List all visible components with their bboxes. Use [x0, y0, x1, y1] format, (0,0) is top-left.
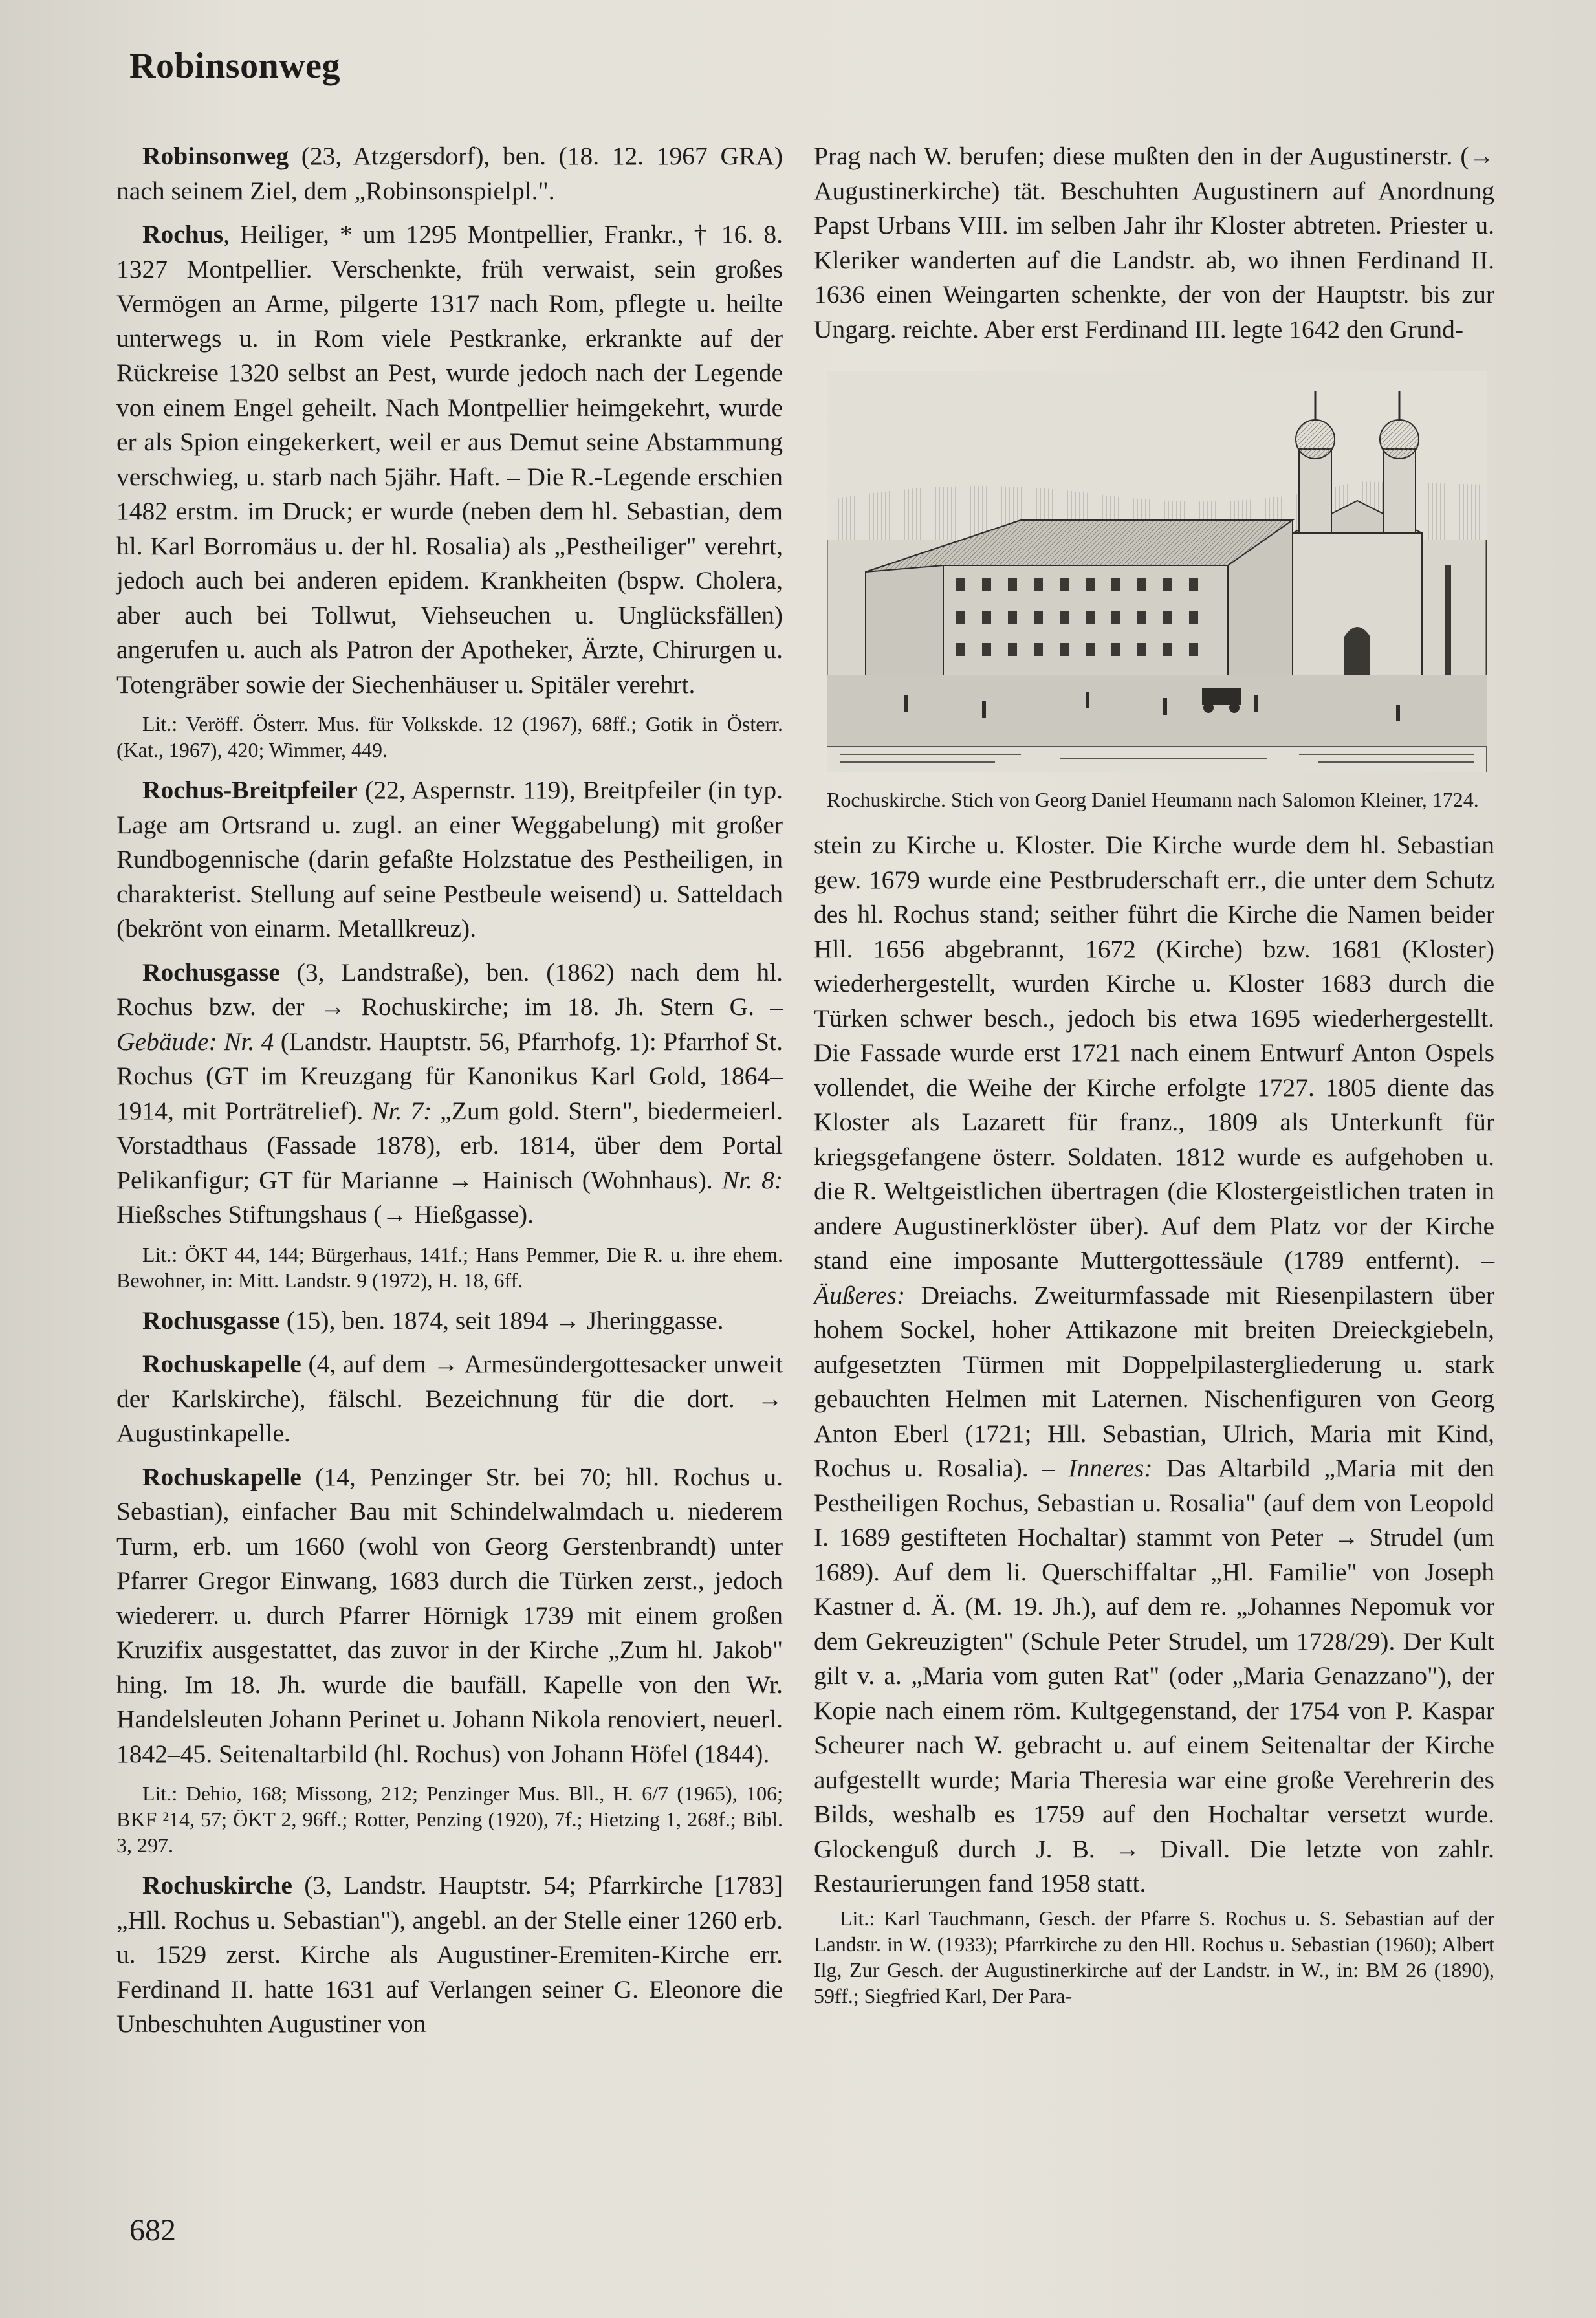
entry-text: „Zum gold. Stern", biedermeierl. Vorstadthaus (Fassade 1878), erb. 1814, über dem Portal Pelikanfigur; GT für Marianne → Hainisch (Wohnhaus). — [116, 1096, 783, 1194]
entry-continuation — [814, 828, 1494, 1901]
entry-rochus-breitpfeiler — [116, 773, 783, 946]
entry-rochuskirche — [116, 1868, 783, 2042]
headword: Rochuskapelle — [142, 1462, 301, 1491]
literature-note: Lit.: Dehio, 168; Missong, 212; Penzinger Mus. Bll., H. 6/7 (1965), 106; BKF ²14, 57; ÖKT 2, 96ff.; Rotter, Penzing (1920), 7f.; Hietzing 1, 268f.; Bibl. 3, 297. — [116, 1782, 783, 1857]
entry-italic: Äußeres: — [814, 1280, 906, 1309]
entry-text: (3, Landstraße), ben. (1862) nach dem hl. Rochus bzw. der → Rochuskirche; im 18. Jh. Stern G. – — [116, 957, 783, 1021]
left-column — [116, 139, 783, 2051]
entry-text: (15), ben. 1874, seit 1894 → Jheringgasse. — [279, 1306, 724, 1335]
entry-rochusgasse-15 — [116, 1304, 783, 1339]
entry-text: Das Altarbild „Maria mit den Pestheiligen Rochus, Sebastian u. Rosalia" (auf dem von Leopold I. 1689 gestifteten Hochaltar) stammt von Peter → Strudel (um 1689). Auf dem li. Querschiffaltar „Hl. Familie" von Joseph Kastner d. Ä. (M. 19. Jh.), auf dem re. „Johannes Nepomuk vor dem Gekreuzigten" (Schule Peter Strudel, um 1728/29). Der Kult gilt v. a. „Maria vom guten Rat" (oder „Maria Genazzano"), der Kopie nach einem röm. Kultgegenstand, der 1754 von P. Kaspar Scheurer nach W. gebracht u. auf einem Seitenaltar der Kirche aufgestellt wurde; Maria Theresia war eine große Verehrerin des Bilds, weshalb es 1759 auf den Hochaltar versetzt wurde. Glockenguß durch J. B. → Divall. Die letzte von zahlr. Restaurierungen fand 1958 statt. — [814, 1454, 1494, 1897]
entry-robinsonweg — [116, 139, 783, 208]
headword: Rochus — [142, 220, 224, 248]
entry-text: (14, Penzinger Str. bei 70; hll. Rochus u. Sebastian), einfacher Bau mit Schindelwalmdach u. niederem Turm, erb. um 1660 (wohl von Georg Gerstenbrandt) unter Pfarrer Gregor Einwang, 1683 durch die Türken zerst., jedoch wiedererr. u. durch Pfarrer Hörnigk 1739 mit einem großen Kruzifix ausgestattet, das zuvor in der Kirche „Zum hl. Jakob" hing. Im 18. Jh. wurde die baufäll. Kapelle von den Wr. Handelsleuten Johann Perinet u. Johann Nikola renoviert, neuerl. 1842–45. Seitenaltarbild (hl. Rochus) von Johann Höfel (1844). — [116, 1462, 783, 1768]
page-number: 682 — [129, 2213, 176, 2247]
entry-text: (4, auf dem → Armesündergottesacker unweit der Karlskirche), fälschl. Bezeichnung für die dort. → Augustinkapelle. — [116, 1350, 783, 1447]
entry-text: (Landstr. Hauptstr. 56, Pfarrhofg. 1): Pfarrhof St. Rochus (GT im Kreuzgang für Kanonikus Karl Gold, 1864–1914, mit Porträtrelief). — [116, 1027, 783, 1125]
entry-italic: Gebäude: Nr. 4 — [116, 1027, 274, 1056]
running-header: Robinsonweg — [129, 46, 341, 86]
literature-note: Lit.: ÖKT 44, 144; Bürgerhaus, 141f.; Hans Pemmer, Die R. u. ihre ehem. Bewohner, in: Mitt. Landstr. 9 (1972), H. 18, 6ff. — [116, 1242, 783, 1292]
headword: Rochuskirche — [142, 1871, 292, 1899]
entry-text: stein zu Kirche u. Kloster. Die Kirche wurde dem hl. Sebastian gew. 1679 wurde eine Pestbruderschaft err., die unter dem Schutz des hl. Rochus stand; seither führt die Kirche die Namen beider Hll. 1656 abgebrannt, 1672 (Kirche) bzw. 1681 (Kloster) wiederhergestellt, wurden Kirche u. Kloster 1683 durch die Türken schwer besch., jedoch bis etwa 1695 wiederhergestellt. Die Fassade wurde erst 1721 nach einem Entwurf Anton Ospels vollendet, die Weihe der Kirche erfolgte 1727. 1805 diente das Kloster als Lazarett für franz., 1809 als Unterkunft für kriegsgefangene österr. Soldaten. 1812 wurde es aufgehoben u. die R. Weltgeistlichen übertragen (die Klostergeistlichen traten in andere Augustinerklöster über). Auf dem Platz vor der Kirche stand eine imposante Muttergottessäule (1789 entfernt). – — [814, 831, 1494, 1274]
right-column — [814, 139, 1494, 2019]
entry-text: Hießsches Stiftungshaus (→ Hießgasse). — [116, 1200, 534, 1229]
entry-italic: Nr. 8: — [721, 1165, 783, 1194]
headword: Rochuskapelle — [142, 1350, 301, 1378]
literature-note: Lit.: Veröff. Österr. Mus. für Volkskde. 12 (1967), 68ff.; Gotik in Österr. (Kat., 1967), 420; Wimmer, 449. — [116, 712, 783, 761]
entry-text: , Heiliger, * um 1295 Montpellier, Frankr., † 16. 8. 1327 Montpellier. Verschenkte, früh verwaist, sein großes Vermögen an Arme, pilgerte 1317 nach Rom, pflegte u. heilte unterwegs u. in Rom viele Pestkranke, erkrankte auf der Rückreise 1320 selbst an Pest, wurde jedoch nach der Legende von einem Engel geheilt. Nach Montpellier heimgekehrt, wurde er als Spion eingekerkert, weil er aus Demut seine Abstammung verschwieg, u. starb nach 5jähr. Haft. – Die R.-Legende erschien 1482 erstm. im Druck; er wurde (neben dem hl. Sebastian, dem hl. Karl Borromäus u. der hl. Rosalia) als „Pestheiliger" verehrt, jedoch auch bei anderen epidem. Krankheiten (bspw. Cholera, aber auch bei Tollwut, Viehseuchen u. Unglücksfällen) angerufen u. auch als Patron der Apotheker, Ärzte, Chirurgen u. Totengräber sowie der Siechenhäuser u. Spitäler verehrt. — [116, 220, 783, 699]
headword: Rochus-Breitpfeiler — [142, 776, 358, 804]
rochuskirche-engraving-image — [827, 371, 1487, 772]
entry-rochusgasse-3 — [116, 956, 783, 1232]
entry-rochus — [116, 217, 783, 702]
entry-continuation: Prag nach W. berufen; diese mußten den in der Augustinerstr. (→ Augustinerkirche) tät. Beschuhten Augustinern auf Anordnung Papst Urbans VIII. im selben Jahr ihr Kloster abtreten. Priester u. Kleriker wanderten auf die Landstr. ab, wo ihnen Ferdinand II. 1636 einen Weingarten schenkte, der von der Hauptstr. bis zur Ungarg. reichte. Aber erst Ferdinand III. legte 1642 den Grund- — [814, 142, 1494, 344]
entry-text: (22, Aspernstr. 119), Breitpfeiler (in typ. Lage am Ortsrand u. zugl. an einer Weggabelung) mit großer Rundbogennische (darin gefaßte Holzstatue des Pestheiligen, in charakterist. Stellung auf seine Pestbeule weisend) u. Satteldach (bekrönt von einarm. Metallkreuz). — [116, 776, 783, 943]
headword: Robinsonweg — [142, 142, 289, 170]
entry-text: (23, Atzgersdorf), ben. (18. 12. 1967 GRA) nach seinem Ziel, dem „Robinsonspielpl.". — [116, 142, 783, 205]
literature-note: Lit.: Karl Tauchmann, Gesch. der Pfarre S. Rochus u. S. Sebastian auf der Landstr. in W. (1933); Pfarrkirche zu den Hll. Rochus u. Sebastian (1960); Albert Ilg, Zur Gesch. der Augustinerkirche auf der Landstr. in W., in: BM 26 (1890), 59ff.; Siegfried Karl, Der Para- — [814, 1906, 1494, 2007]
entry-text: (3, Landstr. Hauptstr. 54; Pfarrkirche [1783] „Hll. Rochus u. Sebastian"), angebl. an der Stelle einer 1260 erb. u. 1529 zerst. Kirche als Augustiner-Eremiten-Kirche err. Ferdinand II. hatte 1631 auf Verlangen seiner G. Eleonore die Unbeschuhten Augustiner von — [116, 1871, 783, 2038]
headword: Rochusgasse — [142, 957, 280, 987]
engraving-figure — [827, 371, 1487, 813]
entry-italic: Inneres: — [1068, 1454, 1153, 1482]
entry-text: Dreiachs. Zweiturmfassade mit Riesenpilastern über hohem Sockel, hoher Attikazone mit breiten Dreieckgiebeln, aufgesetzten Türmen mit Doppelpilastergliederung u. stark gebauchten Helmen mit Laternen. Nischenfiguren von Georg Anton Eberl (1721; Hll. Sebastian, Ulrich, Maria mit Kind, Rochus u. Rosalia). – — [814, 1280, 1494, 1482]
headword: Rochusgasse — [142, 1306, 280, 1335]
entry-italic: Nr. 7: — [371, 1096, 432, 1125]
figure-caption: Rochuskirche. Stich von Georg Daniel Heumann nach Salomon Kleiner, 1724. — [827, 788, 1479, 811]
entry-rochuskapelle-14 — [116, 1460, 783, 1772]
entry-rochuskapelle-4 — [116, 1347, 783, 1451]
